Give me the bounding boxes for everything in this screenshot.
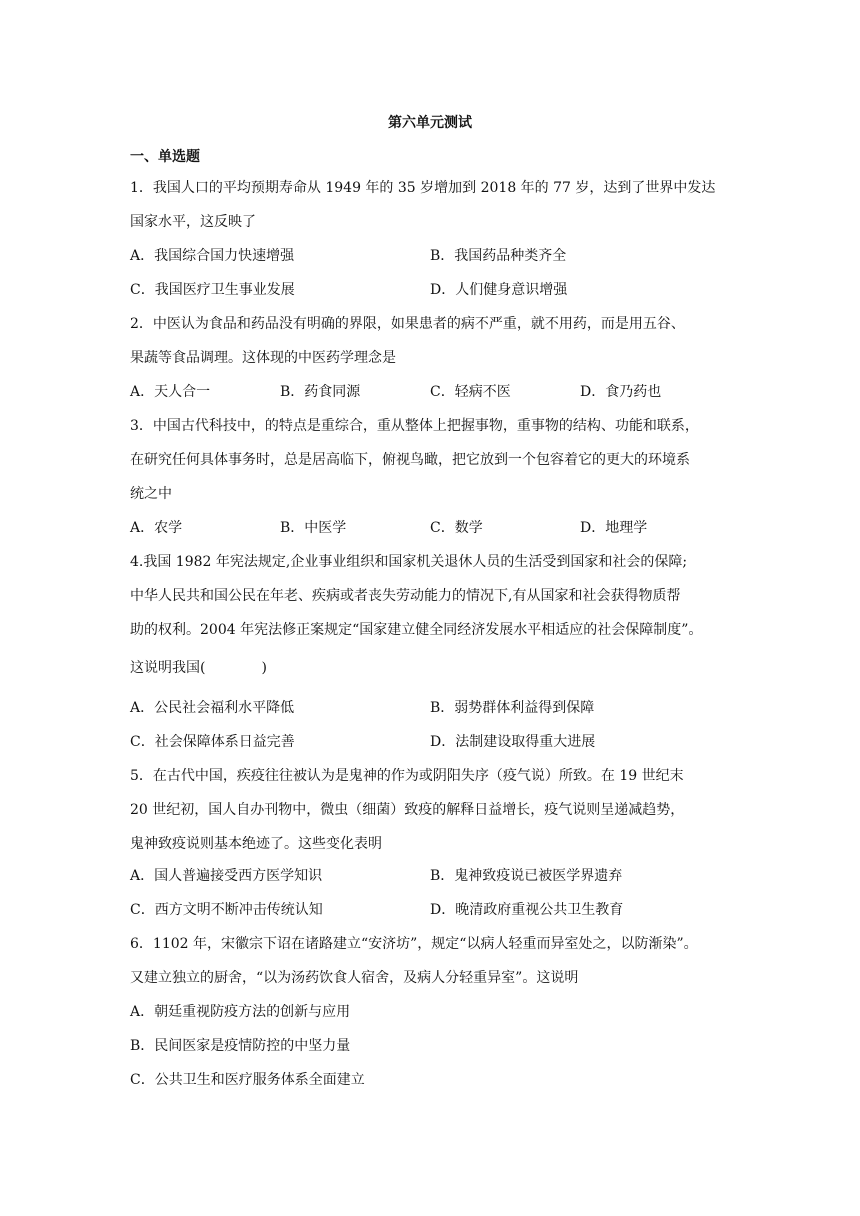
question-4-stem-line: 助的权利。2004 年宪法修正案规定“国家建立健全同经济发展水平相适应的社会保障制度”。 xyxy=(130,622,703,638)
question-1-option-c: C．我国医疗卫生事业发展 xyxy=(130,282,295,298)
question-3-option-c: C．数学 xyxy=(430,520,483,536)
question-2-stem-line: 2．中医认为食品和药品没有明确的界限，如果患者的病不严重，就不用药，而是用五谷、 xyxy=(130,316,685,332)
question-4-option-d: D．法制建设取得重大进展 xyxy=(430,734,596,750)
question-6-option-b: B．民间医家是疫情防控的中坚力量 xyxy=(130,1038,351,1054)
question-6-option-c: C．公共卫生和医疗服务体系全面建立 xyxy=(130,1072,365,1088)
question-4-stem-line: 中华人民共和国公民在年老、疾病或者丧失劳动能力的情况下,有从国家和社会获得物质帮 xyxy=(130,588,681,604)
question-3-option-d: D．地理学 xyxy=(580,520,648,536)
question-5-stem-line: 20 世纪初，国人自办刊物中，微虫（细菌）致疫的解释日益增长，疫气说则呈递减趋势， xyxy=(130,802,685,818)
question-1-option-d: D．人们健身意识增强 xyxy=(430,282,568,298)
question-2-option-c: C．轻病不医 xyxy=(430,384,511,400)
question-2-stem-line: 果蔬等食品调理。这体现的中医药学理念是 xyxy=(130,350,396,366)
question-5-option-c: C．西方文明不断冲击传统认知 xyxy=(130,902,323,918)
question-6-stem-line: 6．1102 年，宋徽宗下诏在诸路建立“安济坊”，规定“以病人轻重而异室处之，以防渐染”。 xyxy=(130,936,698,952)
question-3-stem-line: 3．中国古代科技中，的特点是重综合，重从整体上把握事物，重事物的结构、功能和联系， xyxy=(130,418,699,434)
question-1-stem-line: 国家水平，这反映了 xyxy=(130,214,256,230)
question-1-stem-line: 1．我国人口的平均预期寿命从 1949 年的 35 岁增加到 2018 年的 77 岁，达到了世界中发达 xyxy=(130,180,716,196)
question-5-option-a: A．国人普遍接受西方医学知识 xyxy=(130,868,323,884)
question-4-stem-line: 4.我国 1982 年宪法规定,企业事业组织和国家机关退休人员的生活受到国家和社会的保障; xyxy=(130,554,688,570)
question-5-option-d: D．晚清政府重视公共卫生教育 xyxy=(430,902,624,918)
question-5-option-b: B．鬼神致疫说已被医学界遗弃 xyxy=(430,868,623,884)
question-4-option-a: A．公民社会福利水平降低 xyxy=(130,700,295,716)
question-4-option-b: B．弱势群体利益得到保障 xyxy=(430,700,595,716)
page-title: 第六单元测试 xyxy=(388,115,472,131)
question-6-option-a: A．朝廷重视防疫方法的创新与应用 xyxy=(130,1004,351,1020)
question-3-stem-line: 统之中 xyxy=(130,486,172,502)
question-5-stem-line: 5．在古代中国，疾疫往往被认为是鬼神的作为或阴阳失序（疫气说）所致。在 19 世纪末 xyxy=(130,768,684,784)
question-2-option-a: A．天人合一 xyxy=(130,384,211,400)
question-1-option-b: B．我国药品种类齐全 xyxy=(430,248,567,264)
question-3-stem-line: 在研究任何具体事务时，总是居高临下，俯视鸟瞰，把它放到一个包容着它的更大的环境系 xyxy=(130,452,690,468)
section-heading: 一、单选题 xyxy=(130,149,200,165)
question-2-option-d: D．食乃药也 xyxy=(580,384,662,400)
question-4-option-c: C．社会保障体系日益完善 xyxy=(130,734,295,750)
question-1-option-a: A．我国综合国力快速增强 xyxy=(130,248,295,264)
question-3-option-b: B．中医学 xyxy=(280,520,347,536)
question-2-option-b: B．药食同源 xyxy=(280,384,361,400)
question-4-stem-line: 这说明我国( ) xyxy=(130,660,267,676)
question-5-stem-line: 鬼神致疫说则基本绝迹了。这些变化表明 xyxy=(130,836,382,852)
question-6-stem-line: 又建立独立的厨舍，“以为汤药饮食人宿舍，及病人分轻重异室”。这说明 xyxy=(130,970,579,986)
question-3-option-a: A．农学 xyxy=(130,520,183,536)
